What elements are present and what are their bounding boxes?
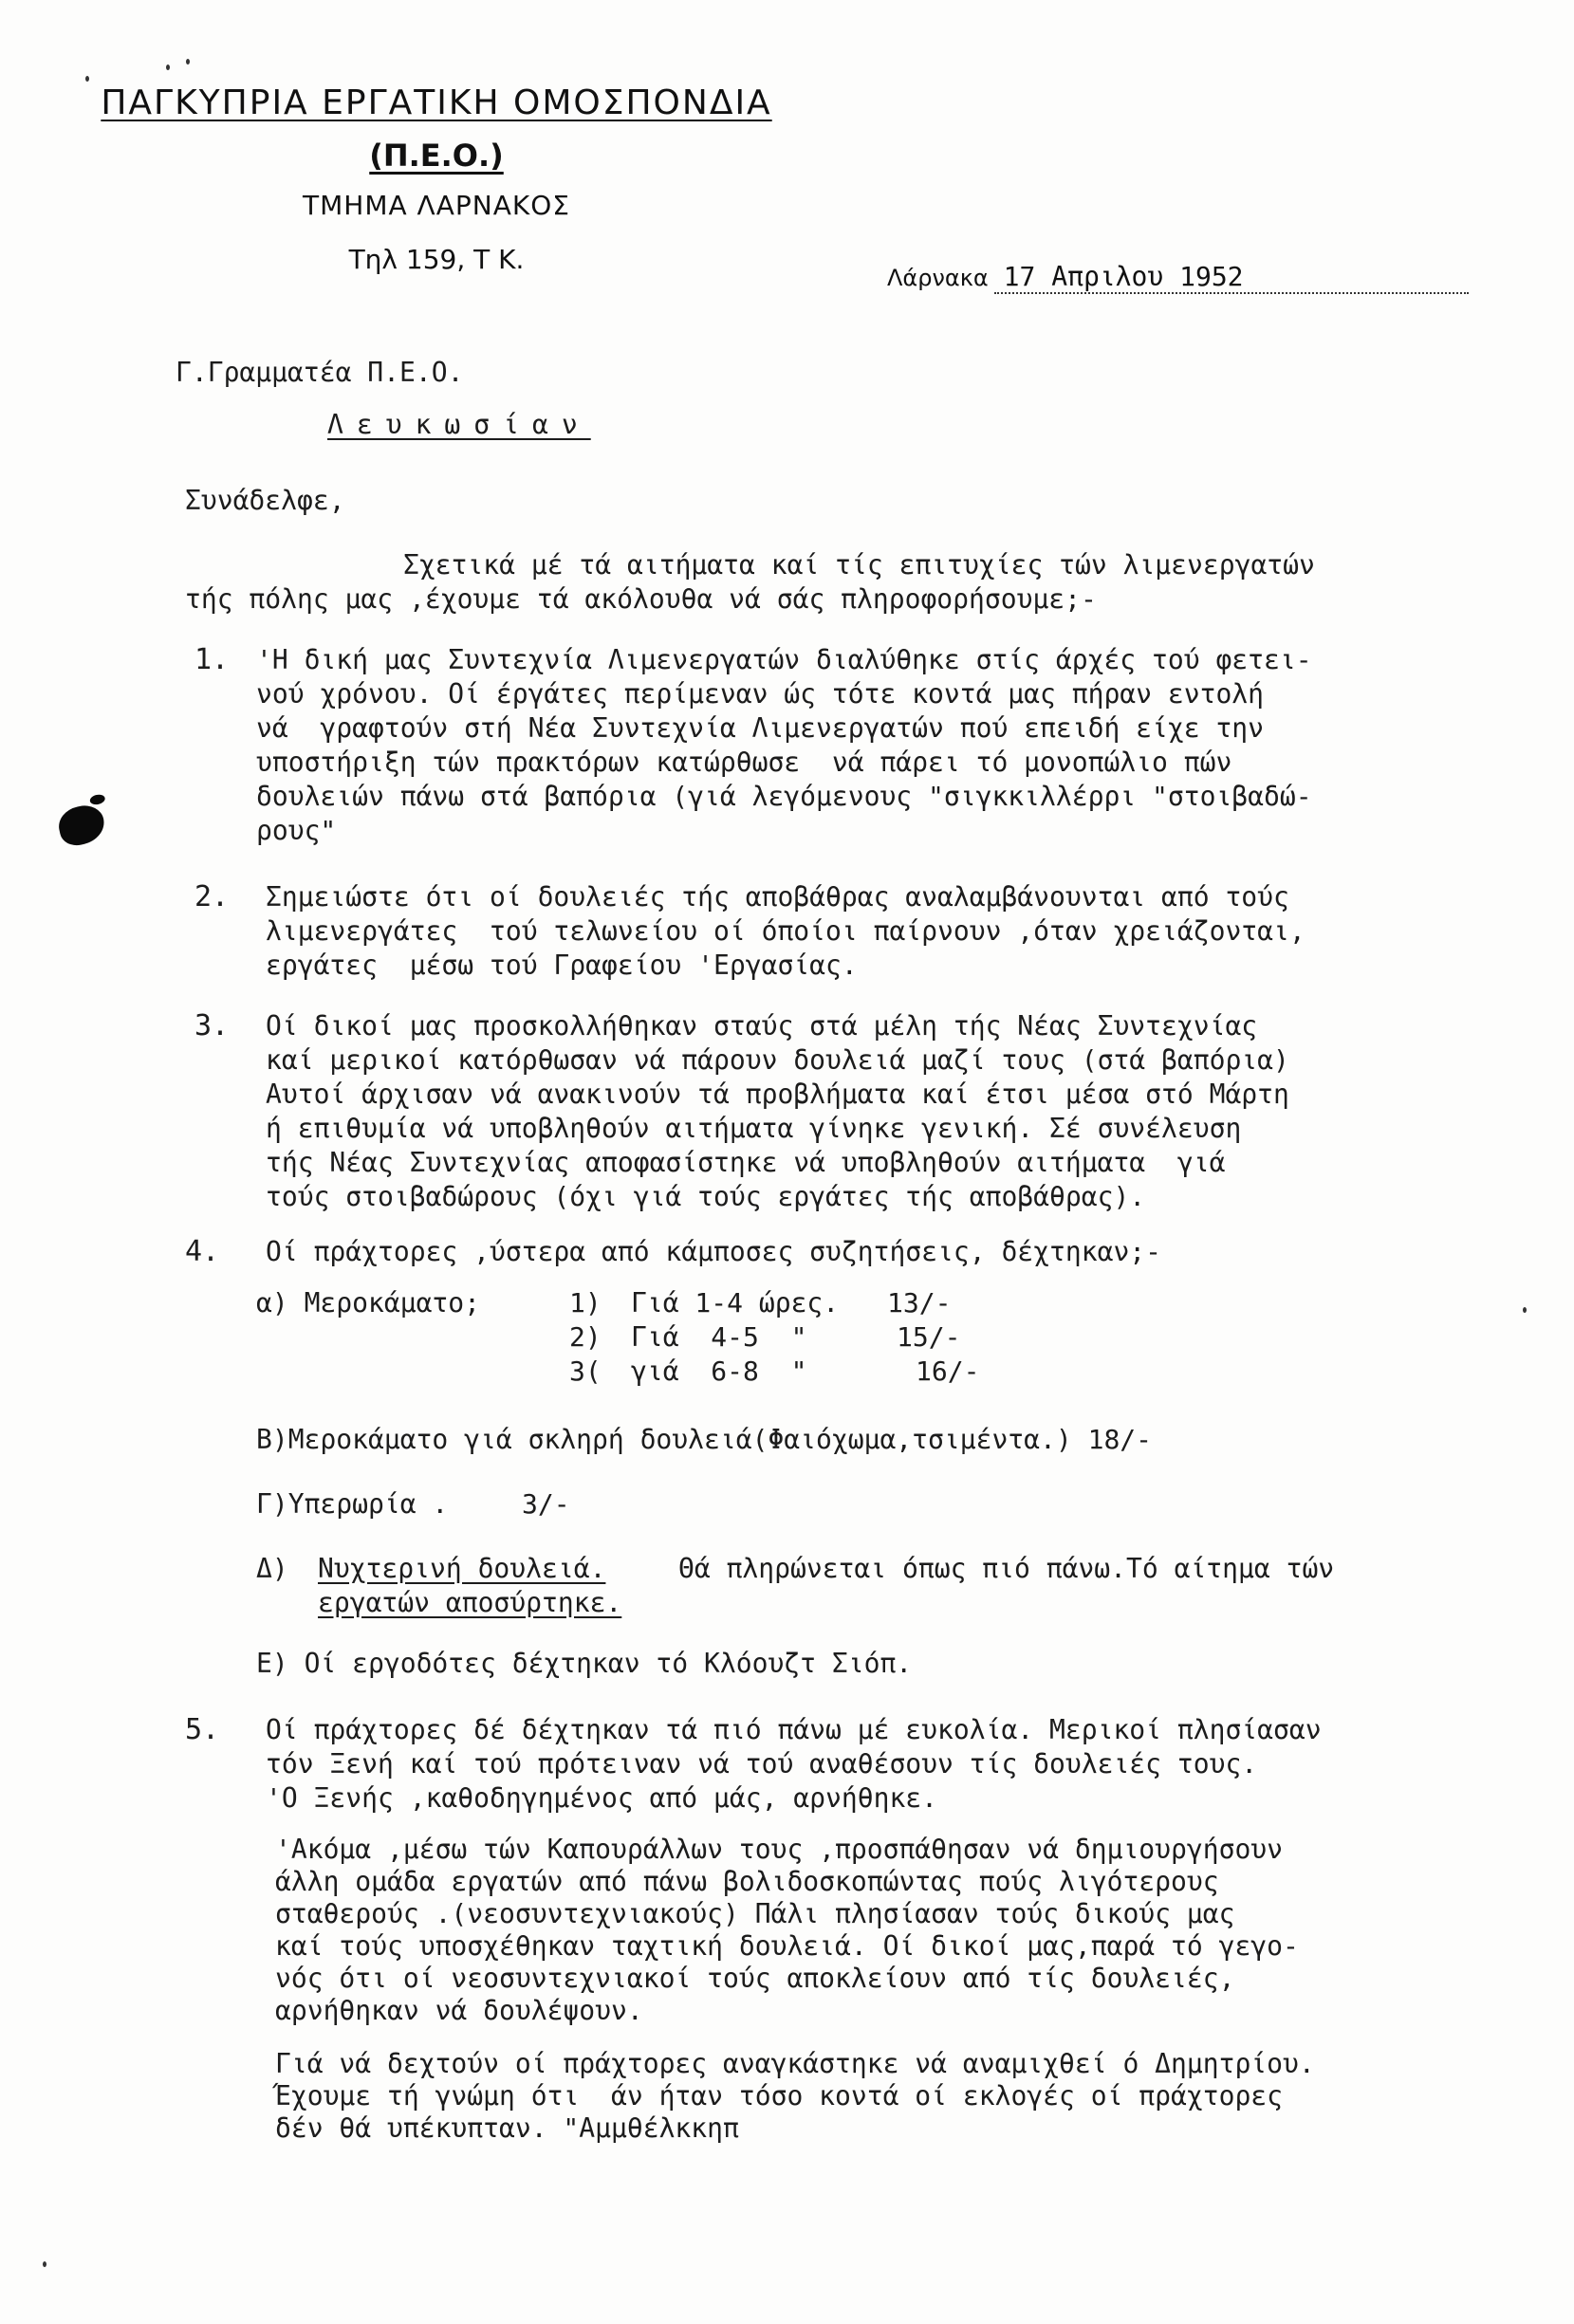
section-5-line: αρνήθηκαν νά δουλέψουν. [275, 1995, 643, 2026]
wage-row-amount: 16/- [916, 1356, 980, 1387]
section-1-line: δουλειών πάνω στά βαπόρια (γιά λεγόμενους "σιγκκιλλέρρι "στοιβαδώ- [256, 781, 1312, 812]
section-1-line: υποστήριξη τών πρακτόρων κατώρθωσε νά πάρει τό μονοπώλιο πών [256, 747, 1232, 778]
section-5-line: σταθερούς .(νεοσυντεχνιακούς) Πάλι πλησίασαν τούς δικούς μας [275, 1898, 1235, 1929]
organization-name: ΠΑΓΚΥΠΡΙΑ ΕΡΓΑΤΙΚΗ ΟΜΟΣΠΟΝΔΙΑ [101, 83, 772, 122]
section-5-line: Έχουμε τή γνώμη ότι άν ήταν τόσο κοντά οί εκλογές οί πράχτορες [275, 2080, 1284, 2112]
section-2-line: λιμενεργάτες τού τελωνείου οί όποίοι παίρνουν ,όταν χρειάζονται, [266, 915, 1305, 947]
section-5-line: τόν Ξενή καί τού πρότειναν νά τού αναθέσουν τίς δουλειές τους. [266, 1748, 1258, 1780]
section-5-line: 'Ο Ξενής ,καθοδηγημένος από μάς, αρνήθηκε. [266, 1782, 938, 1814]
section-number: 5. [185, 1713, 220, 1746]
wage-row-amount: 15/- [897, 1321, 961, 1353]
section-2-line: Σημειώστε ότι οί δουλειές τής αποβάθρας αναλαμβάνουνται από τούς [266, 881, 1289, 913]
clause-b: Β)Μεροκάματο γιά σκληρή δουλειά(Φαιόχωμα,τσιμέντα.) 18/- [256, 1424, 1153, 1455]
section-5-line: Οί πράχτορες δέ δέχτηκαν τά πιό πάνω μέ ευκολία. Μερικοί πλησίασαν [266, 1714, 1322, 1745]
recipient-line-2: Λευκωσίαν [327, 409, 591, 440]
phone-line: Τηλ 159, Τ Κ. [348, 244, 525, 275]
section-number: 1. [194, 643, 230, 676]
section-5-line: άλλη ομάδα εργατών από πάνω βολιδοσκοπώντας πούς λιγότερους [275, 1866, 1219, 1897]
clause-g-value: 3/- [522, 1488, 570, 1520]
wage-row-amount: 13/- [887, 1287, 952, 1319]
wage-row-range: γιά 6-8 " [631, 1356, 807, 1387]
wages-label: α) Μεροκάματο; [256, 1287, 481, 1319]
ink-blot [55, 802, 107, 848]
wage-row-range: Γιά 4-5 " [631, 1321, 807, 1353]
scan-speck [43, 2261, 46, 2267]
branch-name: ΤΜΗΜΑ ΛΑΡΝΑΚΟΣ [303, 190, 570, 221]
organization-abbreviation: (Π.Ε.Ο.) [369, 138, 504, 174]
intro-line: Σχετικά μέ τά αιτήματα καί τίς επιτυχίες τών λιμενεργατών [403, 549, 1315, 581]
wage-row-index: 2) [569, 1321, 602, 1353]
section-5-line: καί τούς υποσχέθηκαν ταχτική δουλειά. Οί δικοί μας,παρά τό γεγο- [275, 1930, 1299, 1962]
clause-d-rest: Θά πληρώνεται όπως πιό πάνω.Τό αίτημα τών [678, 1553, 1335, 1584]
clause-d-underlined: Νυχτερινή δουλειά. [318, 1553, 606, 1584]
wage-row-index: 3( [569, 1356, 602, 1387]
clause-d-label: Δ) [256, 1553, 288, 1584]
date-value: 17 Απριλου 1952 [994, 261, 1469, 294]
section-1-line: 'Η δική μας Συντεχνία Λιμενεργατών διαλύθηκε στίς άρχές τού φετει- [256, 644, 1312, 675]
section-5-line: 'Ακόμα ,μέσω τών Καπουράλλων τους ,προσπάθησαν νά δημιουργήσουν [275, 1834, 1284, 1865]
salutation: Συνάδελφε, [185, 485, 345, 516]
section-3-line: τούς στοιβαδώρους (όχι γιά τούς εργάτες τής αποβάθρας). [266, 1181, 1146, 1212]
intro-line: τής πόλης μας ,έχουμε τά ακόλουθα νά σάς πληροφορήσουμε;- [185, 583, 1097, 615]
section-number: 2. [194, 880, 230, 913]
scan-speck [85, 76, 89, 82]
section-3-line: καί μερικοί κατόρθωσαν νά πάρουν δουλειά μαζί τους (στά βαπόρια) [266, 1044, 1289, 1076]
section-5-line: δέν θά υπέκυπταν. "Αμμθέλκκηπ [275, 2112, 739, 2144]
section-1-line: ρους" [256, 815, 337, 846]
scan-speck [1523, 1307, 1527, 1313]
section-2-line: εργάτες μέσω τού Γραφείου 'Εργασίας. [266, 950, 858, 981]
date-place: Λάρνακα [887, 265, 989, 291]
section-3-line: τής Νέας Συντεχνίας αποφασίστηκε νά υποβληθούν αιτήματα γιά [266, 1147, 1226, 1178]
section-number: 3. [194, 1009, 230, 1042]
wage-row-range: Γιά 1-4 ώρες. [631, 1287, 840, 1319]
section-5-line: νός ότι οί νεοσυντεχνιακοί τούς αποκλείουν από τίς δουλειές, [275, 1963, 1235, 1994]
section-number: 4. [185, 1235, 220, 1268]
section-1-line: νού χρόνου. Οί έργάτες περίμεναν ώς τότε κοντά μας πήραν εντολή [256, 678, 1265, 710]
section-3-line: ή επιθυμία νά υποβληθούν αιτήματα γίνηκε γενική. Σέ συνέλευση [266, 1113, 1242, 1144]
clause-e: Ε) Οί εργοδότες δέχτηκαν τό Κλόουζτ Σιόπ. [256, 1648, 913, 1679]
recipient-line-1: Γ.Γραμματέα Π.Ε.Ο. [176, 357, 464, 388]
date-line [887, 261, 1469, 294]
clause-g-label: Γ)Υπερωρία . [256, 1488, 449, 1520]
clause-d-line-2: εργατών αποσύρτηκε. [318, 1587, 622, 1618]
section-3-line: Οί δικοί μας προσκολλήθηκαν σταύς στά μέλη τής Νέας Συντεχνίας [266, 1010, 1258, 1042]
section-5-line: Γιά νά δεχτούν οί πράχτορες αναγκάστηκε νά αναμιχθεί ό Δημητρίου. [275, 2048, 1315, 2079]
section-4-line: Οί πράχτορες ,ύστερα από κάμποσες συζητήσεις, δέχτηκαν;- [266, 1236, 1162, 1267]
section-1-line: νά γραφτούν στή Νέα Συντεχνία Λιμενεργατών πού επειδή είχε την [256, 712, 1265, 744]
wage-row-index: 1) [569, 1287, 602, 1319]
section-3-line: Αυτοί άρχισαν νά ανακινούν τά προβλήματα καί έτσι μέσα στό Μάρτη [266, 1079, 1289, 1110]
scan-speck [166, 65, 170, 70]
scan-speck [186, 59, 190, 65]
